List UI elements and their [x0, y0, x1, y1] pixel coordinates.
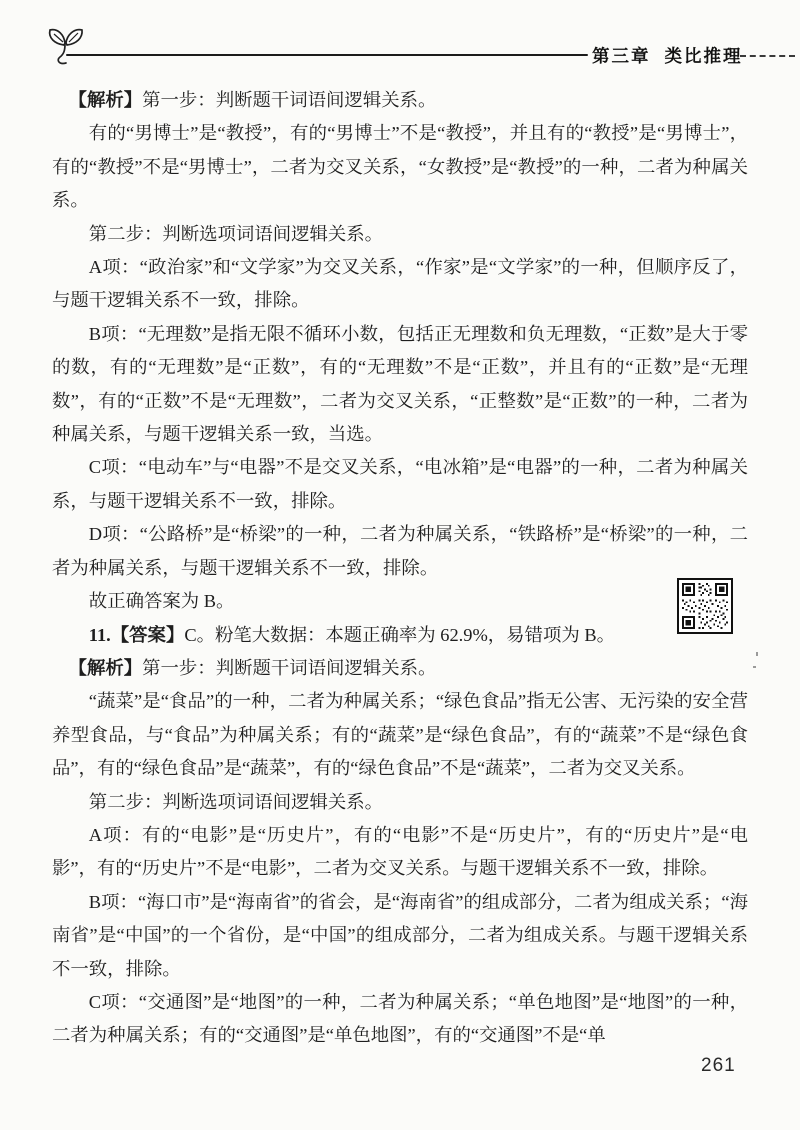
- paragraph: [52, 318, 748, 452]
- paragraph-text: A项：“政治家”和“文学家”为交叉关系，“作家”是“文学家”的一种，但顺序反了，与题干逻辑关系不一致，排除。: [52, 257, 748, 311]
- paragraph-text: D项：“公路桥”是“桥梁”的一种，二者为种属关系，“铁路桥”是“桥梁”的一种，二者为种属关系，与题干逻辑关系不一致，排除。: [52, 524, 748, 578]
- paragraph: [52, 986, 748, 1053]
- paragraph-text: 第二步：判断选项词语间逻辑关系。: [88, 223, 384, 244]
- header-dashed-rule: [740, 55, 795, 57]
- header-rule: [66, 54, 588, 56]
- paragraph: [52, 685, 748, 785]
- paragraph-text: A项：有的“电影”是“历史片”，有的“电影”不是“历史片”，有的“历史片”是“电影”，有的“历史片”不是“电影”，二者为交叉关系。与题干逻辑关系不一致，排除。: [52, 824, 748, 879]
- paragraph-label: 【解析】: [68, 90, 143, 110]
- chapter-title: 类比推理: [664, 46, 743, 66]
- page-number: 261: [701, 1055, 736, 1076]
- paragraph-text: 有的“男博士”是“教授”，有的“男博士”不是“教授”，并且有的“教授”是“男博士”，有的“教授”不是“男博士”，二者为交叉关系，“女教授”是“教授”的一种，二者为种属关系。: [52, 123, 748, 211]
- paragraph: [52, 218, 748, 251]
- paragraph-text: 第一步：判断题干词语间逻辑关系。: [142, 90, 437, 110]
- paragraph-text: 故正确答案为 B。: [88, 591, 235, 612]
- paragraph: [52, 518, 748, 585]
- paragraph: [52, 117, 748, 217]
- paragraph-text: 第二步：判断选项词语间逻辑关系。: [88, 791, 384, 812]
- scan-speck: [756, 652, 758, 656]
- paragraph-text: B项：“无理数”是指无限不循环小数，包括正无理数和负无理数，“正数”是大于零的数，有的“无理数”是“正数”，有的“无理数”不是“正数”，并且有的“正数”是“无理数”，有的“正数”不是“无理数”，二者为交叉关系，“正整数”是“正数”的一种，二者为种属关系，与题干逻辑关系一致，当选。: [52, 323, 748, 445]
- paragraph: [52, 819, 748, 886]
- chapter-heading: [592, 43, 743, 68]
- paragraph: [52, 786, 748, 819]
- paragraph-text: “蔬菜”是“食品”的一种，二者为种属关系；“绿色食品”指无公害、无污染的安全营养型食品，与“食品”为种属关系；有的“蔬菜”是“绿色食品”，有的“蔬菜”不是“绿色食品”，有的“绿色食品”是“蔬菜”，有的“绿色食品”不是“蔬菜”，二者为交叉关系。: [52, 691, 748, 779]
- chapter-label: 第三章: [592, 46, 651, 66]
- paragraph-text: C。粉笔大数据：本题正确率为 62.9%，易错项为 B。: [184, 624, 615, 645]
- qr-code: [677, 578, 733, 634]
- paragraph: [52, 451, 748, 518]
- page-text: [52, 84, 748, 1053]
- paragraph: [52, 251, 748, 318]
- paragraph-text: B项：“海口市”是“海南省”的省会，是“海南省”的组成部分，二者为组成关系；“海南省”是“中国”的一个省份，是“中国”的组成部分，二者为组成关系。与题干逻辑关系不一致，排除。: [52, 891, 748, 979]
- paragraph: [52, 619, 748, 652]
- paragraph-text: C项：“电动车”与“电器”不是交叉关系，“电冰箱”是“电器”的一种，二者为种属关系，与题干逻辑关系不一致，排除。: [52, 457, 748, 511]
- paragraph: [52, 886, 748, 986]
- paragraph: [52, 652, 748, 685]
- paragraph-label: 【解析】: [68, 657, 143, 678]
- sprout-icon: [42, 24, 94, 73]
- paragraph: [52, 84, 748, 117]
- paragraph: [52, 585, 748, 618]
- scan-speck: [753, 666, 756, 668]
- paragraph-label: 11.【答案】: [88, 624, 185, 645]
- paragraph-text: 第一步：判断题干词语间逻辑关系。: [142, 657, 437, 678]
- paragraph-text: C项：“交通图”是“地图”的一种，二者为种属关系；“单色地图”是“地图”的一种，二者为种属关系；有的“交通图”是“单色地图”，有的“交通图”不是“单: [52, 991, 748, 1046]
